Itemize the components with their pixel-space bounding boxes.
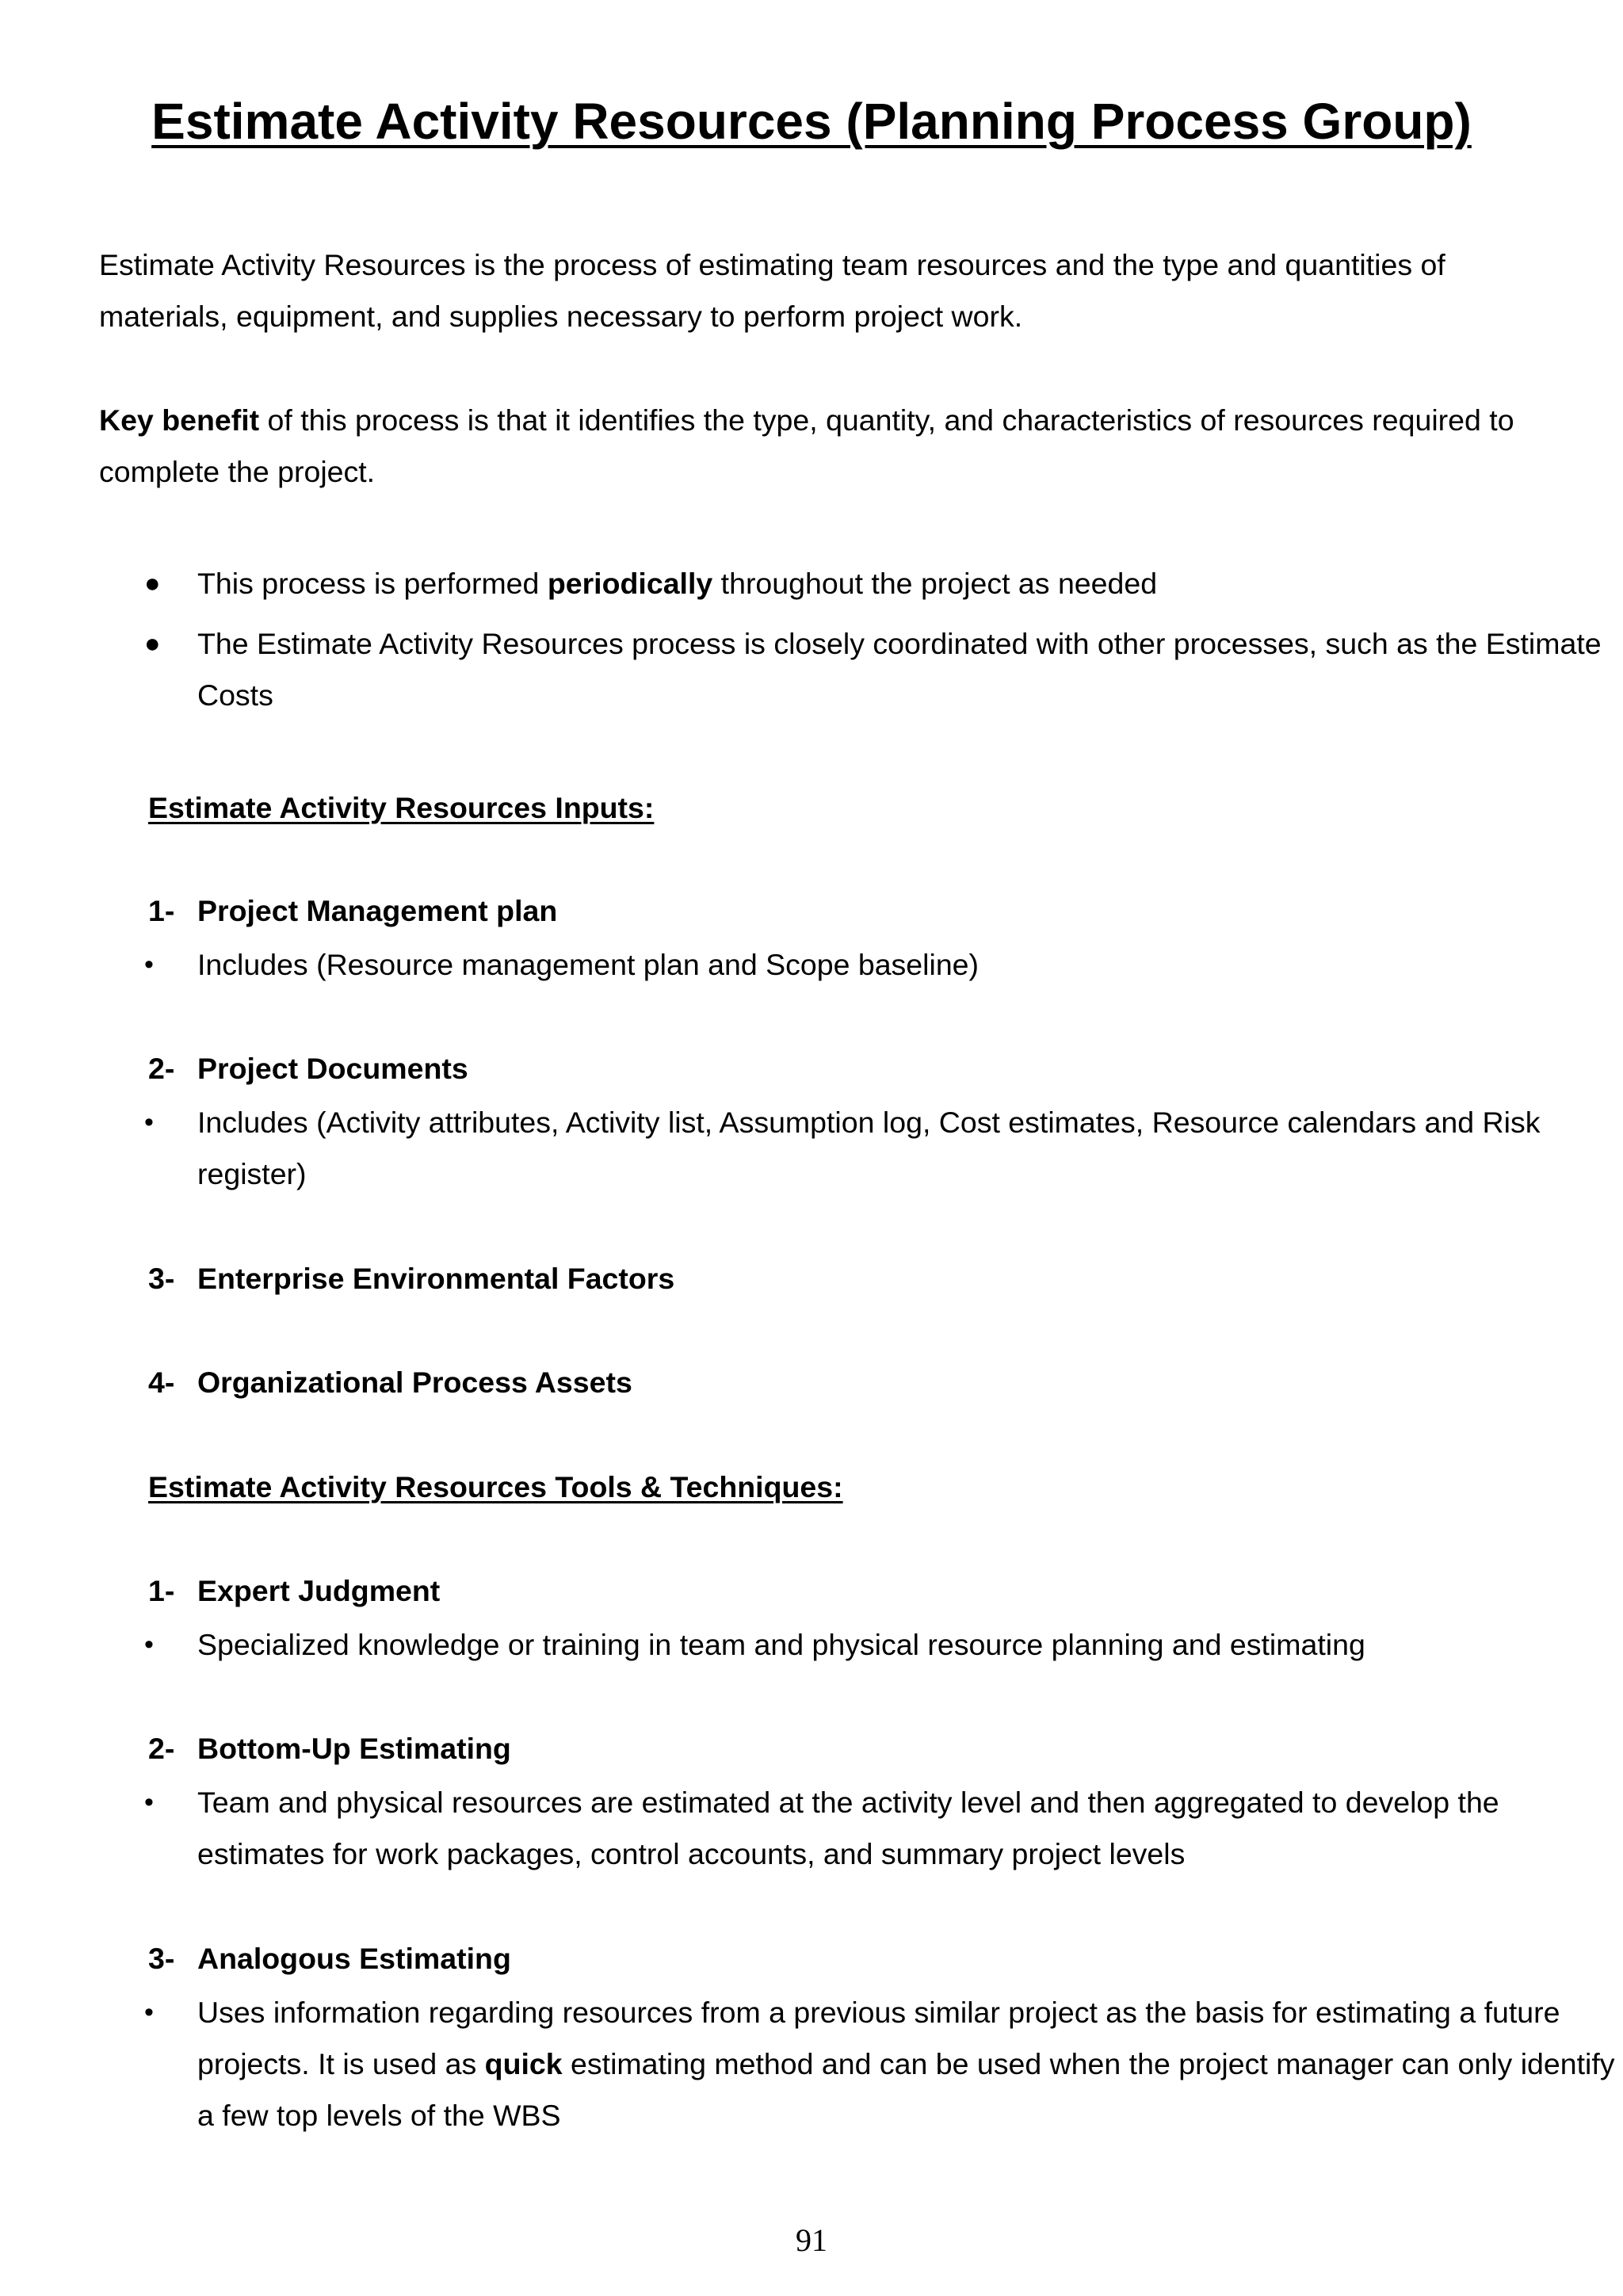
page-title: Estimate Activity Resources (Planning Process Group) — [151, 93, 1472, 150]
item-label: Expert Judgment — [197, 1574, 441, 1607]
detail-text: Uses information regarding resources from a previous similar project as the basis for estimating a future projects. It is used as — [197, 1996, 1560, 2080]
page-number: 91 — [796, 2222, 827, 2258]
bullet-icon: • — [144, 949, 154, 980]
inputs-heading: Estimate Activity Resources Inputs: — [148, 791, 655, 824]
note-text: throughout the project as needed — [712, 567, 1158, 600]
detail-bold-term: quick — [484, 2047, 563, 2080]
item-label: Analogous Estimating — [197, 1942, 511, 1975]
note-text: The Estimate Activity Resources process is closely coordinated with other processes, such as the Estimate Costs — [197, 627, 1602, 712]
item-number: 1- — [148, 1574, 175, 1607]
key-benefit-label: Key benefit — [99, 403, 260, 437]
item-label: Organizational Process Assets — [197, 1366, 632, 1399]
item-label: Project Management plan — [197, 894, 558, 927]
item-number: 3- — [148, 1262, 175, 1295]
item-label: Enterprise Environmental Factors — [197, 1262, 675, 1295]
bullet-icon: • — [144, 1107, 154, 1137]
note-bold-term: periodically — [547, 567, 713, 600]
bullet-icon: • — [144, 1997, 154, 2027]
item-number: 2- — [148, 1732, 175, 1765]
bullet-icon: ● — [144, 628, 161, 659]
item-label: Project Documents — [197, 1052, 468, 1085]
bullet-icon: • — [144, 1629, 154, 1660]
item-number: 3- — [148, 1942, 175, 1975]
bullet-icon: ● — [144, 568, 161, 598]
item-label: Bottom-Up Estimating — [197, 1732, 511, 1765]
intro-paragraph: Estimate Activity Resources is the process of estimating team resources and the type and quantities of materials, equipment, and supplies necessary to perform project work. — [99, 248, 1445, 333]
item-number: 1- — [148, 894, 175, 927]
item-number: 2- — [148, 1052, 175, 1085]
tools-heading: Estimate Activity Resources Tools & Techniques: — [148, 1470, 843, 1503]
detail-text: Team and physical resources are estimated at the activity level and then aggregated to develop the estimates for work packages, control accounts, and summary project levels — [197, 1786, 1499, 1870]
detail-text: Includes (Resource management plan and Scope baseline) — [197, 948, 980, 981]
bullet-icon: • — [144, 1787, 154, 1817]
detail-text: Specialized knowledge or training in team and physical resource planning and estimating — [197, 1628, 1365, 1661]
key-benefit-text: of this process is that it identifies the type, quantity, and characteristics of resources required to complete the project. — [99, 403, 1514, 488]
key-benefit-paragraph — [99, 395, 1533, 498]
detail-text: Includes (Activity attributes, Activity list, Assumption log, Cost estimates, Resource calendars and Risk register) — [197, 1106, 1541, 1190]
note-text: This process is performed — [197, 567, 548, 600]
detail-text: estimating method and can be used when the project manager can only identify a few top levels of the WBS — [197, 2047, 1615, 2132]
item-number: 4- — [148, 1366, 175, 1399]
